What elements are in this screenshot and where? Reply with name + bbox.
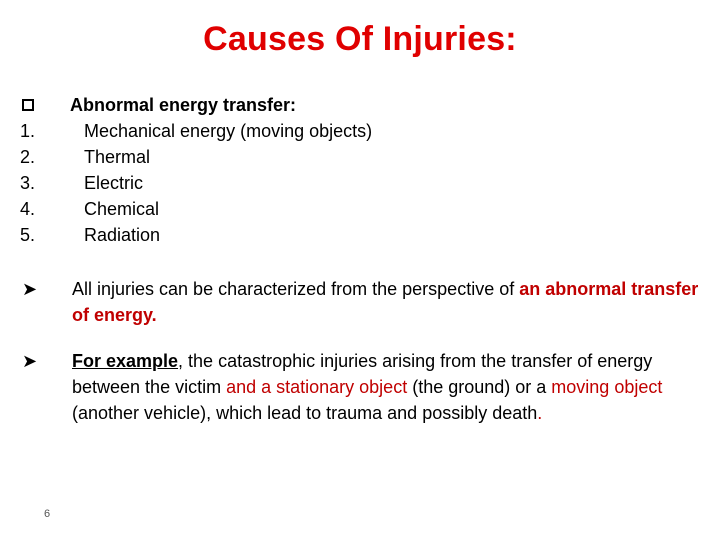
bullet-text (72, 276, 700, 328)
bullet-lead: For example (72, 351, 179, 371)
page-title: Causes Of Injuries: (203, 20, 517, 58)
bullet-point-example (20, 348, 700, 426)
list-item-number: 4. (20, 199, 36, 219)
bullet-text-plain: , the catastrophic injuries arising from the transfer of energy between the victim (72, 351, 653, 397)
list-item (20, 222, 700, 248)
list-item (20, 118, 700, 144)
page-number: 6 (44, 508, 51, 520)
list-item-text: Radiation (84, 225, 161, 245)
bullet-text-plain: (another vehicle), which lead to trauma and possibly death (72, 403, 538, 423)
arrow-icon: ➤ (22, 279, 38, 299)
arrow-icon: ➤ (22, 351, 38, 371)
list-item (20, 144, 700, 170)
bullet-text-plain: (the ground) or a (407, 377, 552, 397)
bullet-text-plain: All injuries can be characterized from the perspective of (72, 279, 520, 299)
list-item-number: 5. (20, 225, 36, 245)
bullet-text-highlight: moving object (551, 377, 663, 397)
list-item-text: Chemical (84, 199, 160, 219)
marker-cell (20, 92, 72, 118)
list-item-text: Electric (84, 173, 144, 193)
list-heading-row (20, 92, 700, 118)
list-item-number: 1. (20, 121, 36, 141)
checkbox-icon (22, 99, 34, 111)
list-item-text: Thermal (84, 147, 151, 167)
bullet-text (72, 348, 700, 426)
bullet-text-highlight: and a stationary object (226, 377, 408, 397)
list-item-text: Mechanical energy (moving objects) (84, 121, 373, 141)
list-item (20, 170, 700, 196)
list-item-number: 3. (20, 173, 36, 193)
list-heading: Abnormal energy transfer: (70, 95, 297, 115)
list-item (20, 196, 700, 222)
list-item-number: 2. (20, 147, 36, 167)
bullet-point-characterization (20, 276, 700, 328)
bullet-text-highlight: . (537, 403, 543, 423)
energy-transfer-list (20, 92, 700, 248)
bullet-text-highlight: an abnormal transfer of energy. (72, 279, 699, 325)
